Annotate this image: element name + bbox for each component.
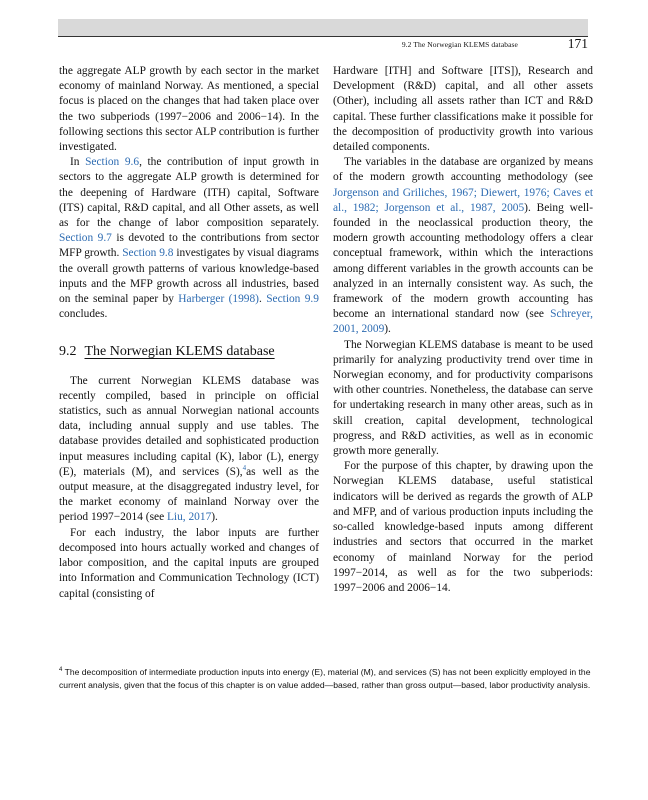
text-run: ). <box>384 323 391 336</box>
text-run: In <box>70 156 86 169</box>
section-link[interactable]: Section 9.9 <box>266 293 319 306</box>
section-number: 9.2 <box>59 344 77 360</box>
section-link[interactable]: Section 9.6 <box>85 156 140 169</box>
page-number: 171 <box>567 36 588 51</box>
running-head: 9.2 The Norwegian KLEMS database <box>401 40 518 49</box>
text-run: . <box>258 293 267 306</box>
footnote-text: The decomposition of intermediate production inputs into energy (E), material (M), and services (S) has not been explicitly employed in the current analysis, given that the focus of this chapter is on value added—based, rather than gross output—based, labor productivity analysis. <box>59 667 591 691</box>
paragraph: For the purpose of this chapter, by drawing upon the Norwegian KLEMS database, useful statistical indicators will be derived as regards the growth of ALP and MFP, and of various production inputs including the so-called knowledge-based inputs among different industries and sectors that occurred in the market economy of mainland Norway for the period 1997−2014, as well as for the two subperiods: 1997−2006 and 2006−14. <box>333 460 593 594</box>
text-run: ). <box>211 511 218 524</box>
section-heading <box>59 344 319 359</box>
right-column <box>333 64 593 596</box>
text-run: as well as the output measure, at the disaggregated industry level, for the market economy of mainland Norway over the period 1997−2014 (see <box>59 465 320 524</box>
paragraph: the aggregate ALP growth by each sector in the market economy of mainland Norway. As mentioned, a special focus is placed on the changes that had taken place over the two subperiods (1997−2006 and 2006−14). In the following sections this sector ALP contribution is further investigated. <box>59 65 319 154</box>
citation-link[interactable]: Harberger (1998) <box>178 293 259 306</box>
footnote-marker[interactable]: 4 <box>242 464 247 473</box>
text-run: concludes. <box>59 308 108 321</box>
text-run: The variables in the database are organized by means of the modern growth accounting methodology (see <box>333 156 593 184</box>
paragraph: Hardware [ITH] and Software [ITS]), Research and Development (R&D) capital, and all other assets (Other), including all assets rather than ICT and R&D capital. These further classifications make it possible for the decomposition of productivity growth into various detailed components. <box>333 65 593 154</box>
paragraph <box>333 155 593 337</box>
paragraph: The Norwegian KLEMS database is meant to be used primarily for analyzing productivity trend over time in Norwegian economy, and for productivity comparisons with other countries. Nonetheless, the database can serve for undertaking research in many other areas, such as in skill creation, capital development, technological progress, and R&D activities, as well as in economic growth more generally. <box>333 338 593 458</box>
citation-link[interactable]: Liu, 2017 <box>166 511 212 524</box>
header-band <box>58 19 588 36</box>
text-run: The current Norwegian KLEMS database was recently compiled, based in principle on official statistics, such as annual Norwegian national accounts data, including annual supply and use tables. The database provides detailed and sophisticated production input measures including capital (K), labor (L), energy (E), materials (M), and services (S), <box>59 374 319 478</box>
section-link[interactable]: Section 9.7 <box>59 232 112 245</box>
footnote <box>59 666 591 693</box>
paragraph <box>59 374 319 526</box>
text-run: investigates by visual diagrams the overall growth patterns of various knowledge-based inputs and the MFP growth across all industries, based on the seminal paper by <box>59 247 319 306</box>
citation-link[interactable]: Jorgenson and Griliches, 1967; Diewert, 1976; Caves et al., 1982; Jorgenson et al., 1987, 2005 <box>333 186 593 214</box>
text-run: , the contribution of input growth in sectors to the aggregate ALP growth is determined for the deepening of Hardware (ITH) capital, Software (ITS) capital, R&D capital, and all Other assets, as well as for the change of labor composition separately. <box>59 156 319 230</box>
paragraph <box>59 155 319 322</box>
section-link[interactable]: Section 9.8 <box>122 247 174 260</box>
paragraph: For each industry, the labor inputs are further decomposed into hours actually worked and changes of labor composition, and the capital inputs are grouped into Information and Communication Technology (ICT) capital (consisting of <box>59 526 319 600</box>
citation-link[interactable]: Schreyer, 2001, 2009 <box>333 308 593 336</box>
footnote-number: 4 <box>59 667 63 674</box>
section-title: The Norwegian KLEMS database <box>84 344 275 360</box>
header-rule <box>58 36 588 37</box>
text-run: ). Being well-founded in the neoclassical production theory, the modern growth accounting methodology offers a clear conceptual framework, within which the interactions among different variables in the growth accounts can be analyzed in an internally consistent way. As such, the framework of the modern growth accounting has become an international standard now (see <box>333 201 593 321</box>
left-column <box>59 64 319 602</box>
text-run: is devoted to the contributions from sector MFP growth. <box>59 232 319 260</box>
